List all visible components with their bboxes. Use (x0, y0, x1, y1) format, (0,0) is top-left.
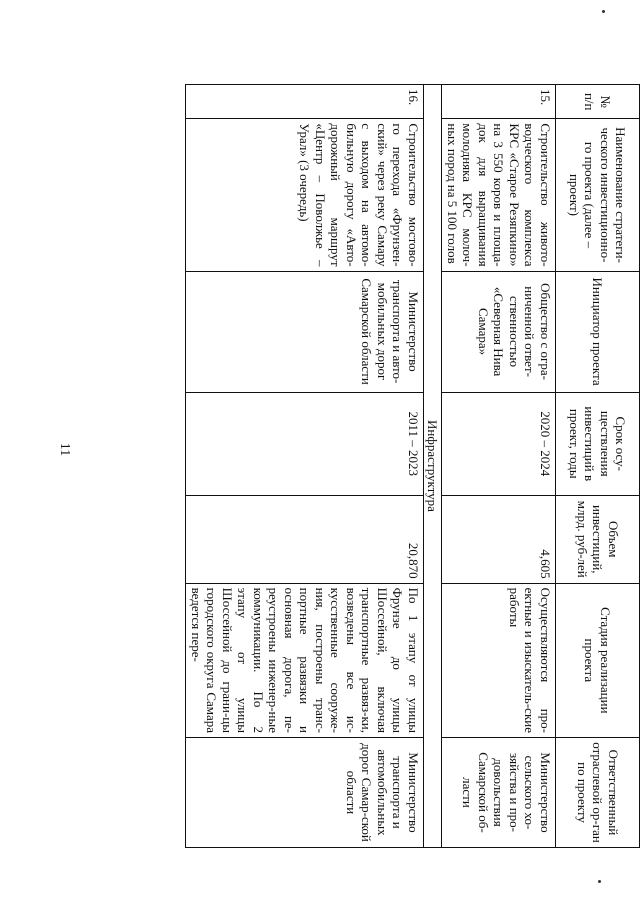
row-term: 2011 – 2023 (186, 392, 424, 495)
header-name: Наименование стратеги-ческого инвестиционно-го проекта (далее – проект) (556, 119, 640, 271)
row-volume: 20,870 (186, 495, 424, 583)
row-num: 15. (442, 85, 556, 119)
header-stage: Стадия реализации проекта (556, 583, 640, 737)
row-stage: По 1 этапу от улицы Фрунзе до улицы Шоссейной, включая транспортные развяз-ки, возведены все ис-кусственные сооруже-ния, построены транс-портные развязки и основная дорога, пе-реустроены инженер-ные коммуникации. По 2 этапу от улицы Шоссейной до грани-цы городского округа Самара ведется пере- (186, 583, 424, 737)
row-name: Строительство мостово-го перехода «Фрунзен-ский» через реку Самару с выходом на автомо-бильную дорогу «Авто-дорожный маршрут «Центр – Поволжье – Урал» (3 очередь) (186, 119, 424, 271)
section-row (424, 85, 443, 848)
table-row (442, 85, 556, 848)
header-term: Срок осу-ществления инвестиций в проект, годы (556, 392, 640, 495)
header-volume: Объем инвестиций, млрд. руб-лей (556, 495, 640, 583)
table-header-row (556, 85, 640, 848)
table-row (186, 85, 424, 848)
header-responsible: Ответственный отраслевой ор-ган по проекту (556, 738, 640, 848)
scan-speck (598, 880, 601, 883)
row-name: Строительство живото-водческого комплекса КРС «Старое Резяпкино» на 3 550 коров и площа-док для выращивания молодняка КРС молоч-ных пород на 5 100 голов (442, 119, 556, 271)
row-term: 2020 – 2024 (442, 392, 556, 495)
row-num: 16. (186, 85, 424, 119)
section-title: Инфраструктура (424, 85, 443, 848)
row-initiator: Министерство транспорта и авто-мобильных дорог Самарской области (186, 271, 424, 392)
investment-projects-table (186, 84, 640, 848)
row-initiator: Общество с огра-ниченной ответ-ственностью «Северная Нива Самара» (442, 271, 556, 392)
row-responsible: Министерство транспорта и автомобильных дорог Самар-ской области (186, 738, 424, 848)
row-volume: 4,605 (442, 495, 556, 583)
row-stage: Осуществляются про-ектные и изыскатель-ские работы (442, 583, 556, 737)
header-initiator: Инициатор проекта (556, 271, 640, 392)
header-num: № п/п (556, 85, 640, 119)
scan-speck (602, 10, 605, 13)
page-number: 11 (57, 442, 72, 457)
row-responsible: Министерство сельского хо-зяйства и про-довольствия Самарской об-ласти (442, 738, 556, 848)
